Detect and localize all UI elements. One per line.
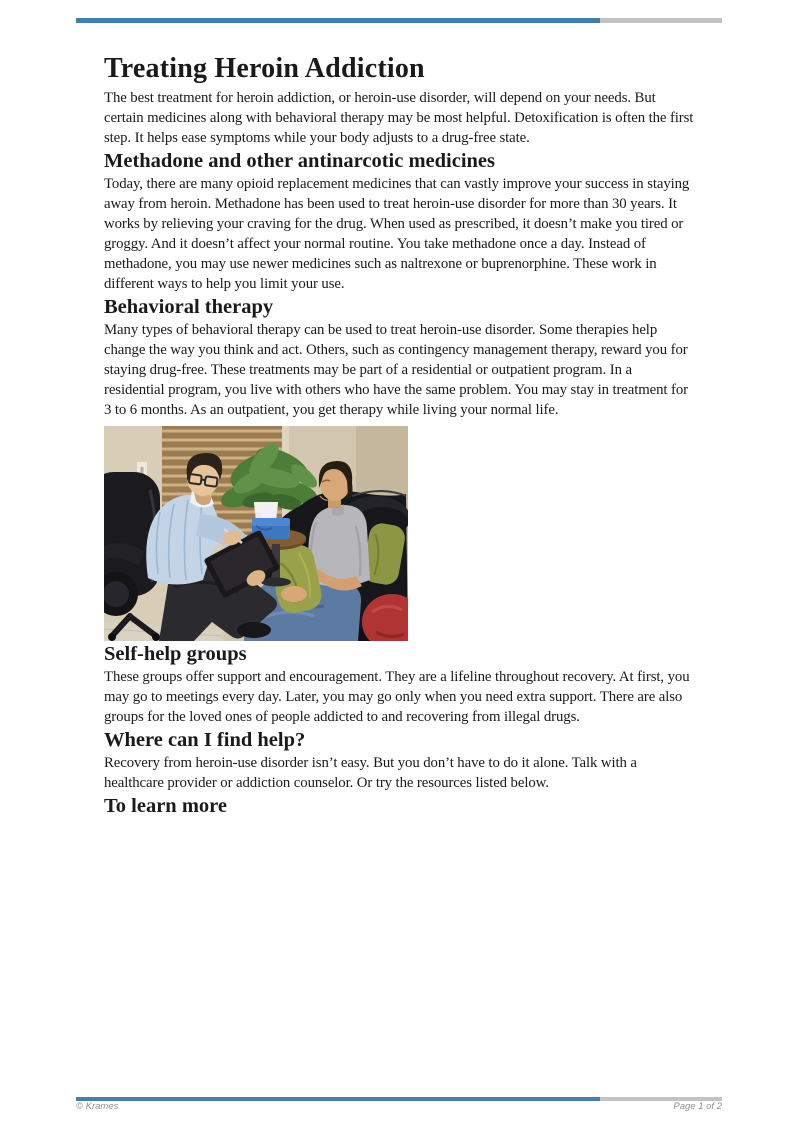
section-heading-to-learn-more: To learn more: [104, 795, 227, 817]
page-title: Treating Heroin Addiction: [104, 53, 425, 84]
document-content: [104, 0, 696, 819]
footer-page-number: Page 1 of 2: [673, 1101, 722, 1112]
section-heading-self-help-groups: Self-help groups: [104, 643, 247, 665]
counseling-session-photo: [104, 426, 408, 641]
footer-copyright: © Krames: [76, 1101, 119, 1112]
page-footer: [76, 1101, 722, 1113]
section-heading-where-find-help: Where can I find help?: [104, 729, 306, 751]
section-paragraph-self-help-groups: These groups offer support and encouragement. They are a lifeline throughout recovery. At first, you may go to meetings every day. Later, you may go only when you need extra support. There are also groups for the loved ones of people addicted to and recovering from illegal drugs.: [104, 669, 690, 725]
intro-paragraph: The best treatment for heroin addiction, or heroin-use disorder, will depend on your needs. But certain medicines along with behavioral therapy may be most helpful. Detoxification is often the first step. It helps ease symptoms while your body adjusts to a drug-free state.: [104, 90, 694, 146]
section-paragraph-methadone: Today, there are many opioid replacement medicines that can vastly improve your success in staying away from heroin. Methadone has been used to treat heroin-use disorder for more than 30 years. It works by relieving your craving for the drug. When used as prescribed, it doesn’t make you tired or groggy. And it doesn’t affect your normal routine. You take methadone once a day. Instead of methadone, you may use newer medicines such as naltrexone or buprenorphine. These work in different ways to help you limit your use.: [104, 176, 690, 292]
section-paragraph-where-find-help: Recovery from heroin-use disorder isn’t easy. But you don’t have to do it alone. Talk with a healthcare provider or addiction counselor. Or try the resources listed below.: [104, 755, 637, 791]
section-paragraph-behavioral-therapy: Many types of behavioral therapy can be used to treat heroin-use disorder. Some therapies help change the way you think and act. Others, such as contingency management therapy, reward you for staying drug-free. These treatments may be part of a residential or outpatient program. In a residential program, you live with others who have the same problem. You may stay in treatment for 3 to 6 months. As an outpatient, you get therapy while living your normal life.: [104, 322, 688, 418]
section-heading-methadone: Methadone and other antinarcotic medicines: [104, 150, 496, 172]
section-heading-behavioral-therapy: Behavioral therapy: [104, 296, 274, 318]
